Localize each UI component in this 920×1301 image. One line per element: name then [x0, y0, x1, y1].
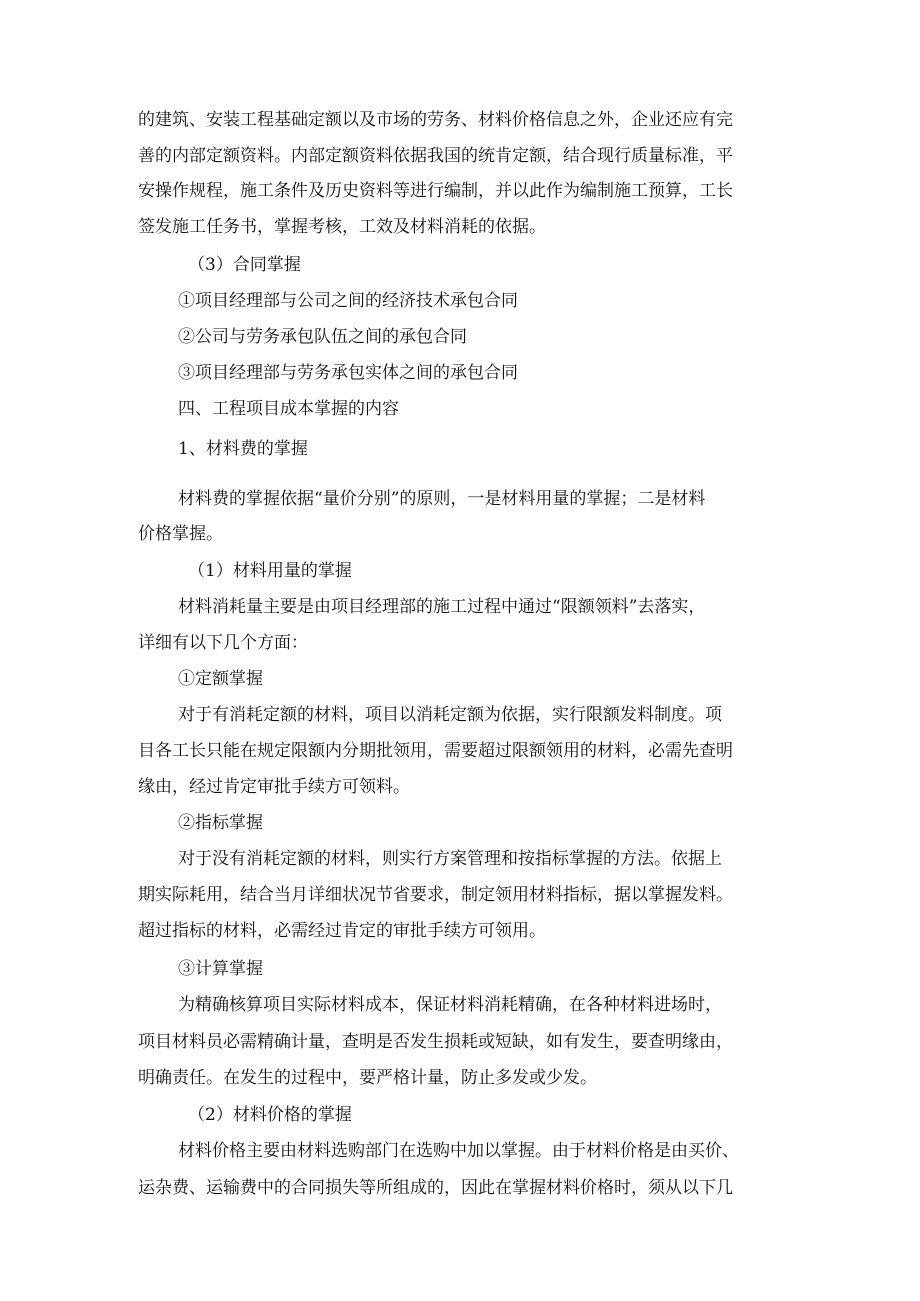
list-item: ②指标掌握	[178, 813, 263, 833]
list-item: ①定额掌握	[178, 669, 263, 689]
heading-material-quantity: （1）材料用量的掌握	[188, 561, 352, 581]
text-line: 超过指标的材料，必需经过肯定的审批手续方可领用。	[138, 921, 546, 941]
text-line: 缘由，经过肯定审批手续方可领料。	[138, 777, 410, 797]
text-line: 为精确核算项目实际材料成本，保证材料消耗精确，在各种材料进场时，	[178, 995, 722, 1015]
text-line: 运杂费、运输费中的合同损失等所组成的，因此在掌握材料价格时，须从以下几	[138, 1178, 733, 1198]
text-line: 的建筑、安装工程基础定额以及市场的劳务、材料价格信息之外，企业还应有完	[138, 110, 733, 130]
list-item: ③项目经理部与劳务承包实体之间的承包合同	[178, 363, 518, 383]
heading-contract-control: （3）合同掌握	[188, 255, 301, 275]
text-line: 材料价格主要由材料选购部门在选购中加以掌握。由于材料价格是由买价、	[178, 1141, 739, 1161]
section-heading: 四、工程项目成本掌握的内容	[178, 399, 399, 419]
list-item: ②公司与劳务承包队伍之间的承包合同	[178, 327, 467, 347]
text-line: 材料费的掌握依据“量价分别”的原则，一是材料用量的掌握；二是材料	[178, 489, 706, 509]
text-line: 签发施工任务书，掌握考核，工效及材料消耗的依据。	[138, 217, 546, 237]
subsection-heading: 1、材料费的掌握	[178, 439, 308, 459]
text-line: 明确责任。在发生的过程中，要严格计量，防止多发或少发。	[138, 1068, 597, 1088]
text-line: 详细有以下几个方面：	[138, 633, 308, 653]
heading-material-price: （2）材料价格的掌握	[188, 1105, 352, 1125]
text-line: 项目材料员必需精确计量，查明是否发生损耗或短缺，如有发生，要查明缘由，	[138, 1032, 733, 1052]
text-line: 价格掌握。	[138, 524, 223, 544]
text-line: 材料消耗量主要是由项目经理部的施工过程中通过“限额领料”去落实，	[178, 597, 706, 617]
text-line: 对于有消耗定额的材料，项目以消耗定额为依据，实行限额发料制度。项	[178, 705, 722, 725]
text-line: 期实际耗用，结合当月详细状况节省要求，制定领用材料指标，据以掌握发料。	[138, 885, 733, 905]
list-item: ①项目经理部与公司之间的经济技术承包合同	[178, 291, 518, 311]
text-line: 善的内部定额资料。内部定额资料依据我国的统肯定额，结合现行质量标准，平	[138, 146, 733, 166]
text-line: 安操作规程，施工条件及历史资料等进行编制，并以此作为编制施工预算，工长	[138, 181, 733, 201]
list-item: ③计算掌握	[178, 959, 263, 979]
text-line: 目各工长只能在规定限额内分期批领用，需要超过限额领用的材料，必需先查明	[138, 741, 733, 761]
text-line: 对于没有消耗定额的材料，则实行方案管理和按指标掌握的方法。依据上	[178, 849, 722, 869]
